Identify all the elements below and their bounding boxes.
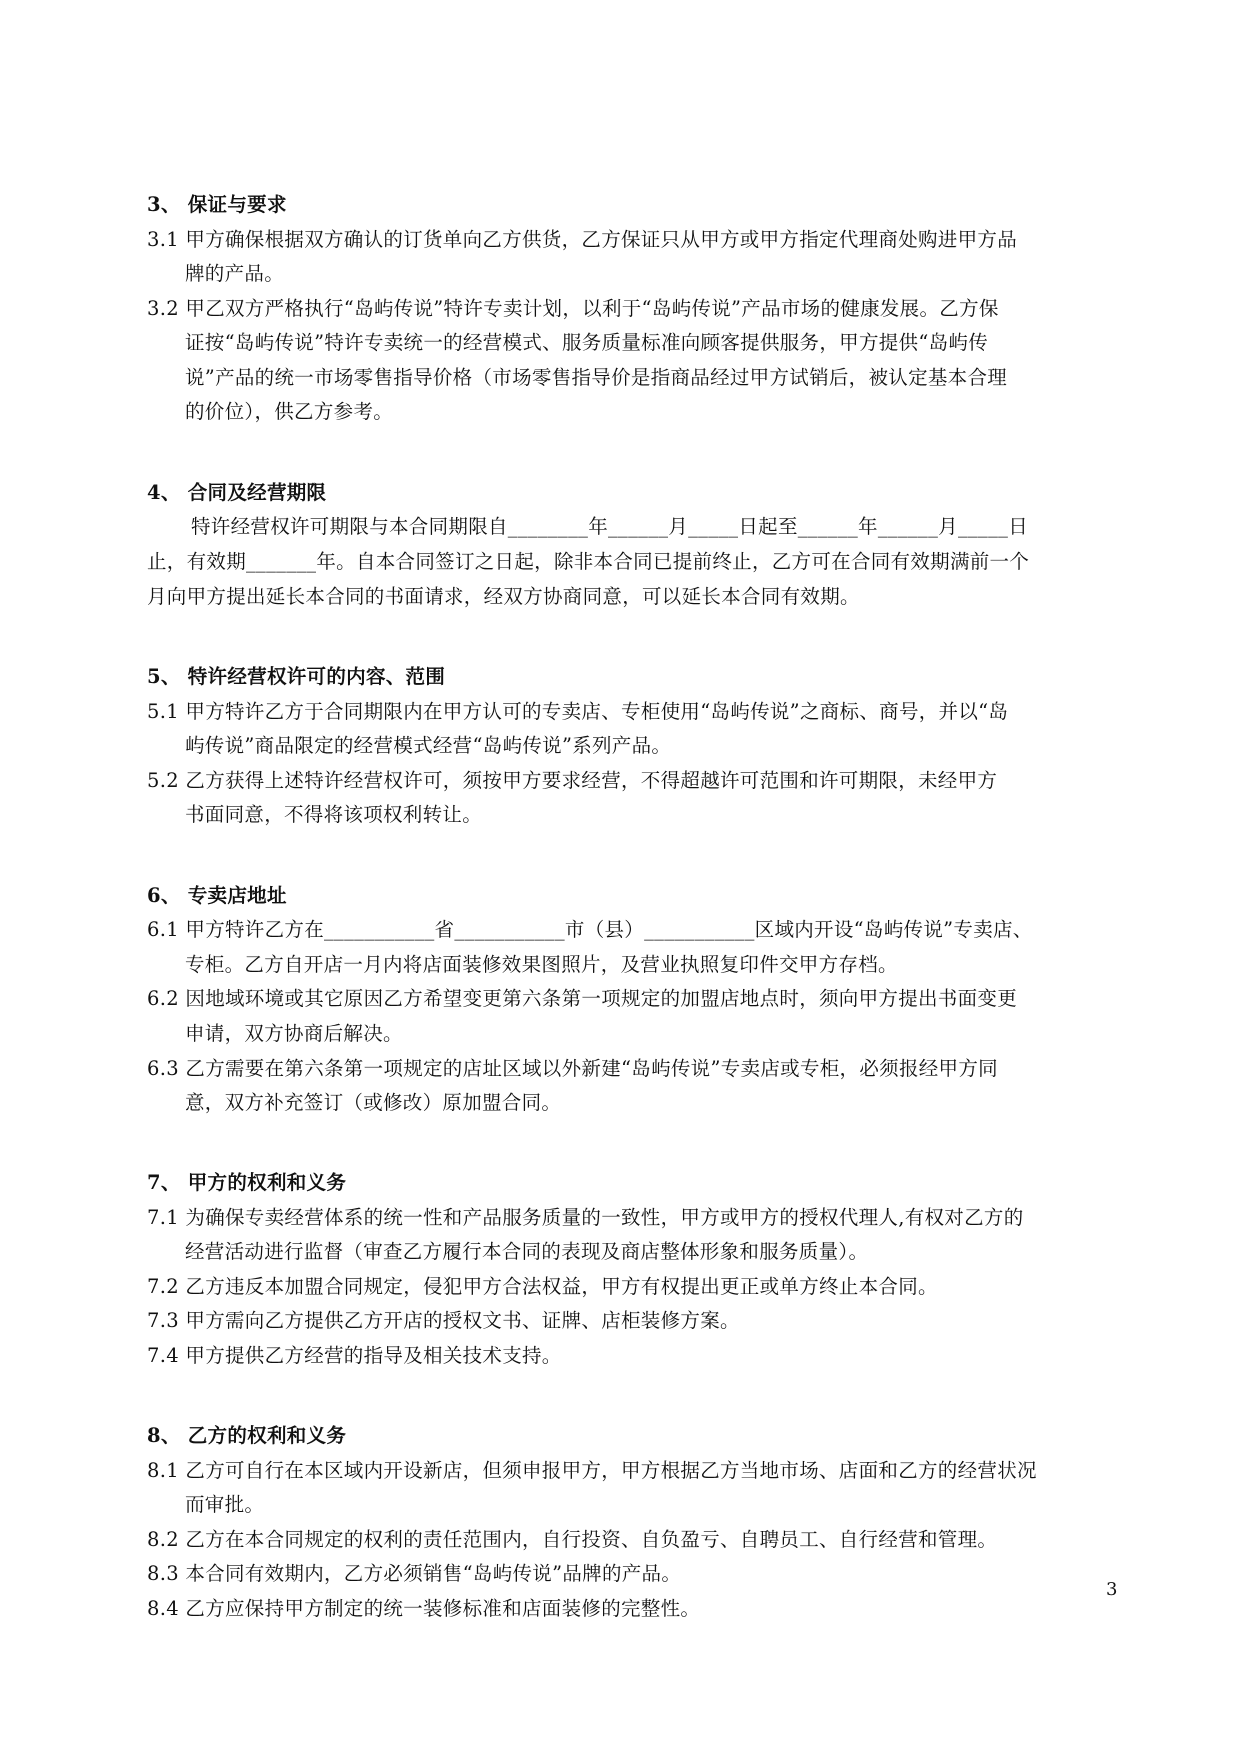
clause-3-2-line-1: 3.2 甲乙双方严格执行“岛屿传说”特许专卖计划，以利于“岛屿传说”产品市场的健康发展。乙方保 [147, 297, 999, 320]
section-7-heading: 7、 甲方的权利和义务 [147, 1171, 347, 1194]
clause-3-2-line-3: 说”产品的统一市场零售指导价格（市场零售指导价是指商品经过甲方试销后，被认定基本合理 [185, 366, 1008, 389]
clause-3-1-line-2: 牌的产品。 [185, 262, 285, 285]
section-8-heading: 8、 乙方的权利和义务 [147, 1424, 347, 1447]
clause-8-4: 8.4 乙方应保持甲方制定的统一装修标准和店面装修的完整性。 [147, 1597, 701, 1620]
clause-8-3: 8.3 本合同有效期内，乙方必须销售“岛屿传说”品牌的产品。 [147, 1562, 682, 1585]
clause-8-2: 8.2 乙方在本合同规定的权利的责任范围内，自行投资、自负盈亏、自聘员工、自行经营和管理。 [147, 1528, 998, 1551]
clause-3-1-line-1: 3.1 甲方确保根据双方确认的订货单向乙方供货，乙方保证只从甲方或甲方指定代理商处购进甲方品 [147, 228, 1018, 251]
clause-5-1-line-2: 屿传说”商品限定的经营模式经营“岛屿传说”系列产品。 [185, 734, 672, 757]
clause-7-3: 7.3 甲方需向乙方提供乙方开店的授权文书、证牌、店柜装修方案。 [147, 1309, 740, 1332]
section-5-heading: 5、 特许经营权许可的内容、范围 [147, 665, 446, 688]
clause-7-4: 7.4 甲方提供乙方经营的指导及相关技术支持。 [147, 1344, 562, 1367]
clause-3-2-line-4: 的价位），供乙方参考。 [185, 400, 394, 423]
clause-6-2-line-2: 申请，双方协商后解决。 [185, 1022, 403, 1045]
section-4-heading: 4、 合同及经营期限 [147, 481, 327, 504]
section-4-para-line-3: 月向甲方提出延长本合同的书面请求，经双方协商同意，可以延长本合同有效期。 [147, 585, 860, 608]
clause-3-2-line-2: 证按“岛屿传说”特许专卖统一的经营模式、服务质量标准向顾客提供服务，甲方提供“岛屿传 [185, 331, 989, 354]
clause-8-1-line-1: 8.1 乙方可自行在本区域内开设新店，但须申报甲方，甲方根据乙方当地市场、店面和乙方的经营状况 [147, 1459, 1037, 1482]
clause-7-2: 7.2 乙方违反本加盟合同规定，侵犯甲方合法权益，甲方有权提出更正或单方终止本合同。 [147, 1275, 938, 1298]
clause-6-1-line-2: 专柜。乙方自开店一月内将店面装修效果图照片，及营业执照复印件交甲方存档。 [185, 953, 898, 976]
clause-7-1-line-1: 7.1 为确保专卖经营体系的统一性和产品服务质量的一致性，甲方或甲方的授权代理人,有权对乙方的 [147, 1206, 1024, 1229]
section-3-heading: 3、 保证与要求 [147, 193, 287, 216]
page-number: 3 [1106, 1579, 1118, 1600]
clause-6-3-line-1: 6.3 乙方需要在第六条第一项规定的店址区域以外新建“岛屿传说”专卖店或专柜，必须报经甲方同 [147, 1057, 998, 1080]
clause-6-3-line-2: 意，双方补充签订（或修改）原加盟合同。 [185, 1091, 562, 1114]
clause-5-2-line-2: 书面同意，不得将该项权利转让。 [185, 803, 483, 826]
clause-6-1-line-1: 6.1 甲方特许乙方在___________省___________市（县）___________区域内开设“岛屿传说”专卖店、 [147, 918, 1033, 941]
clause-5-1-line-1: 5.1 甲方特许乙方于合同期限内在甲方认可的专卖店、专柜使用“岛屿传说”之商标、商号，并以“岛 [147, 700, 1009, 723]
clause-6-2-line-1: 6.2 因地域环境或其它原因乙方希望变更第六条第一项规定的加盟店地点时，须向甲方提出书面变更 [147, 987, 1018, 1010]
clause-7-1-line-2: 经营活动进行监督（审查乙方履行本合同的表现及商店整体形象和服务质量）。 [185, 1240, 869, 1263]
section-4-para-line-2: 止，有效期_______年。自本合同签订之日起，除非本合同已提前终止，乙方可在合同有效期满前一个 [147, 550, 1030, 573]
clause-8-1-line-2: 而审批。 [185, 1493, 265, 1516]
section-4-para-line-1: 特许经营权许可期限与本合同期限自________年______月_____日起至______年______月_____日 [191, 515, 1028, 538]
section-6-heading: 6、 专卖店地址 [147, 884, 287, 907]
clause-5-2-line-1: 5.2 乙方获得上述特许经营权许可，须按甲方要求经营，不得超越许可范围和许可期限，未经甲方 [147, 769, 998, 792]
